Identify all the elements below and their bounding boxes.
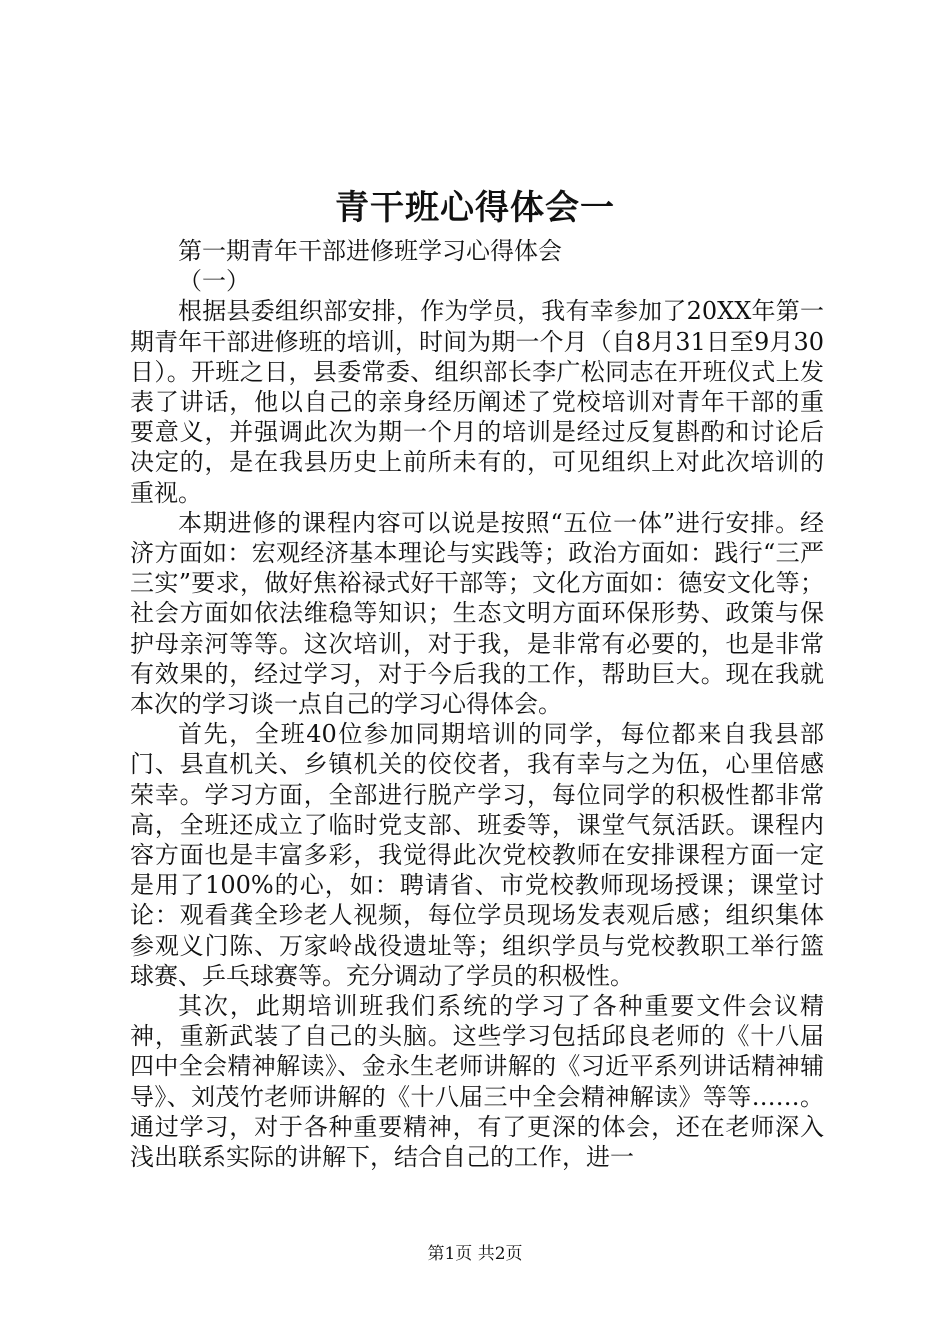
subtitle-paragraph: 第一期青年干部进修班学习心得体会: [178, 237, 562, 265]
body-paragraph: 根据县委组织部安排，作为学员，我有幸参加了20XX年第一期青年干部进修班的培训，时间为期一个月（自8月31日至9月30日）。开班之日，县委常委、组织部长李广松同志在开班仪式上发表了讲话，他以自己的亲身经历阐述了党校培训对青年干部的重要意义，并强调此次为期一个月的培训是经过反复斟酌和讨论后决定的，是在我县历史上前所未有的，可见组织上对此次培训的重视。: [130, 297, 824, 507]
document-title: 青干班心得体会一: [335, 188, 615, 228]
body-paragraph: 其次，此期培训班我们系统的学习了各种重要文件会议精神，重新武装了自己的头脑。这些学习包括邱良老师的《十八届四中全会精神解读》、金永生老师讲解的《习近平系列讲话精神辅导》、刘茂竹老师讲解的《十八届三中全会精神解读》等等……。通过学习，对于各种重要精神，有了更深的体会，还在老师深入浅出联系实际的讲解下，结合自己的工作，进一: [130, 992, 824, 1172]
document-body: [130, 236, 824, 1172]
body-paragraph: 本期进修的课程内容可以说是按照“五位一体”进行安排。经济方面如：宏观经济基本理论与实践等；政治方面如：践行“三严三实”要求，做好焦裕禄式好干部等；文化方面如：德安文化等；社会方面如依法维稳等知识；生态文明方面环保形势、政策与保护母亲河等等。这次培训，对于我，是非常有必要的，也是非常有效果的，经过学习，对于今后我的工作，帮助巨大。现在我就本次的学习谈一点自己的学习心得体会。: [130, 508, 824, 719]
section-number: （一）: [178, 267, 250, 296]
page-footer: 第1页 共2页: [427, 1244, 523, 1264]
body-paragraph: 首先，全班40位参加同期培训的同学，每位都来自我县部门、县直机关、乡镇机关的佼佼者，我有幸与之为伍，心里倍感荣幸。学习方面，全部进行脱产学习，每位同学的积极性都非常高，全班还成立了临时党支部、班委等，课堂气氛活跃。课程内容方面也是丰富多彩，我觉得此次党校教师在安排课程方面一定是用了100%的心，如：聘请省、市党校教师现场授课；课堂讨论：观看龚全珍老人视频，每位学员现场发表观后感；组织集体参观义门陈、万家岭战役遗址等；组织学员与党校教职工举行篮球赛、乒乓球赛等。充分调动了学员的积极性。: [130, 720, 824, 990]
